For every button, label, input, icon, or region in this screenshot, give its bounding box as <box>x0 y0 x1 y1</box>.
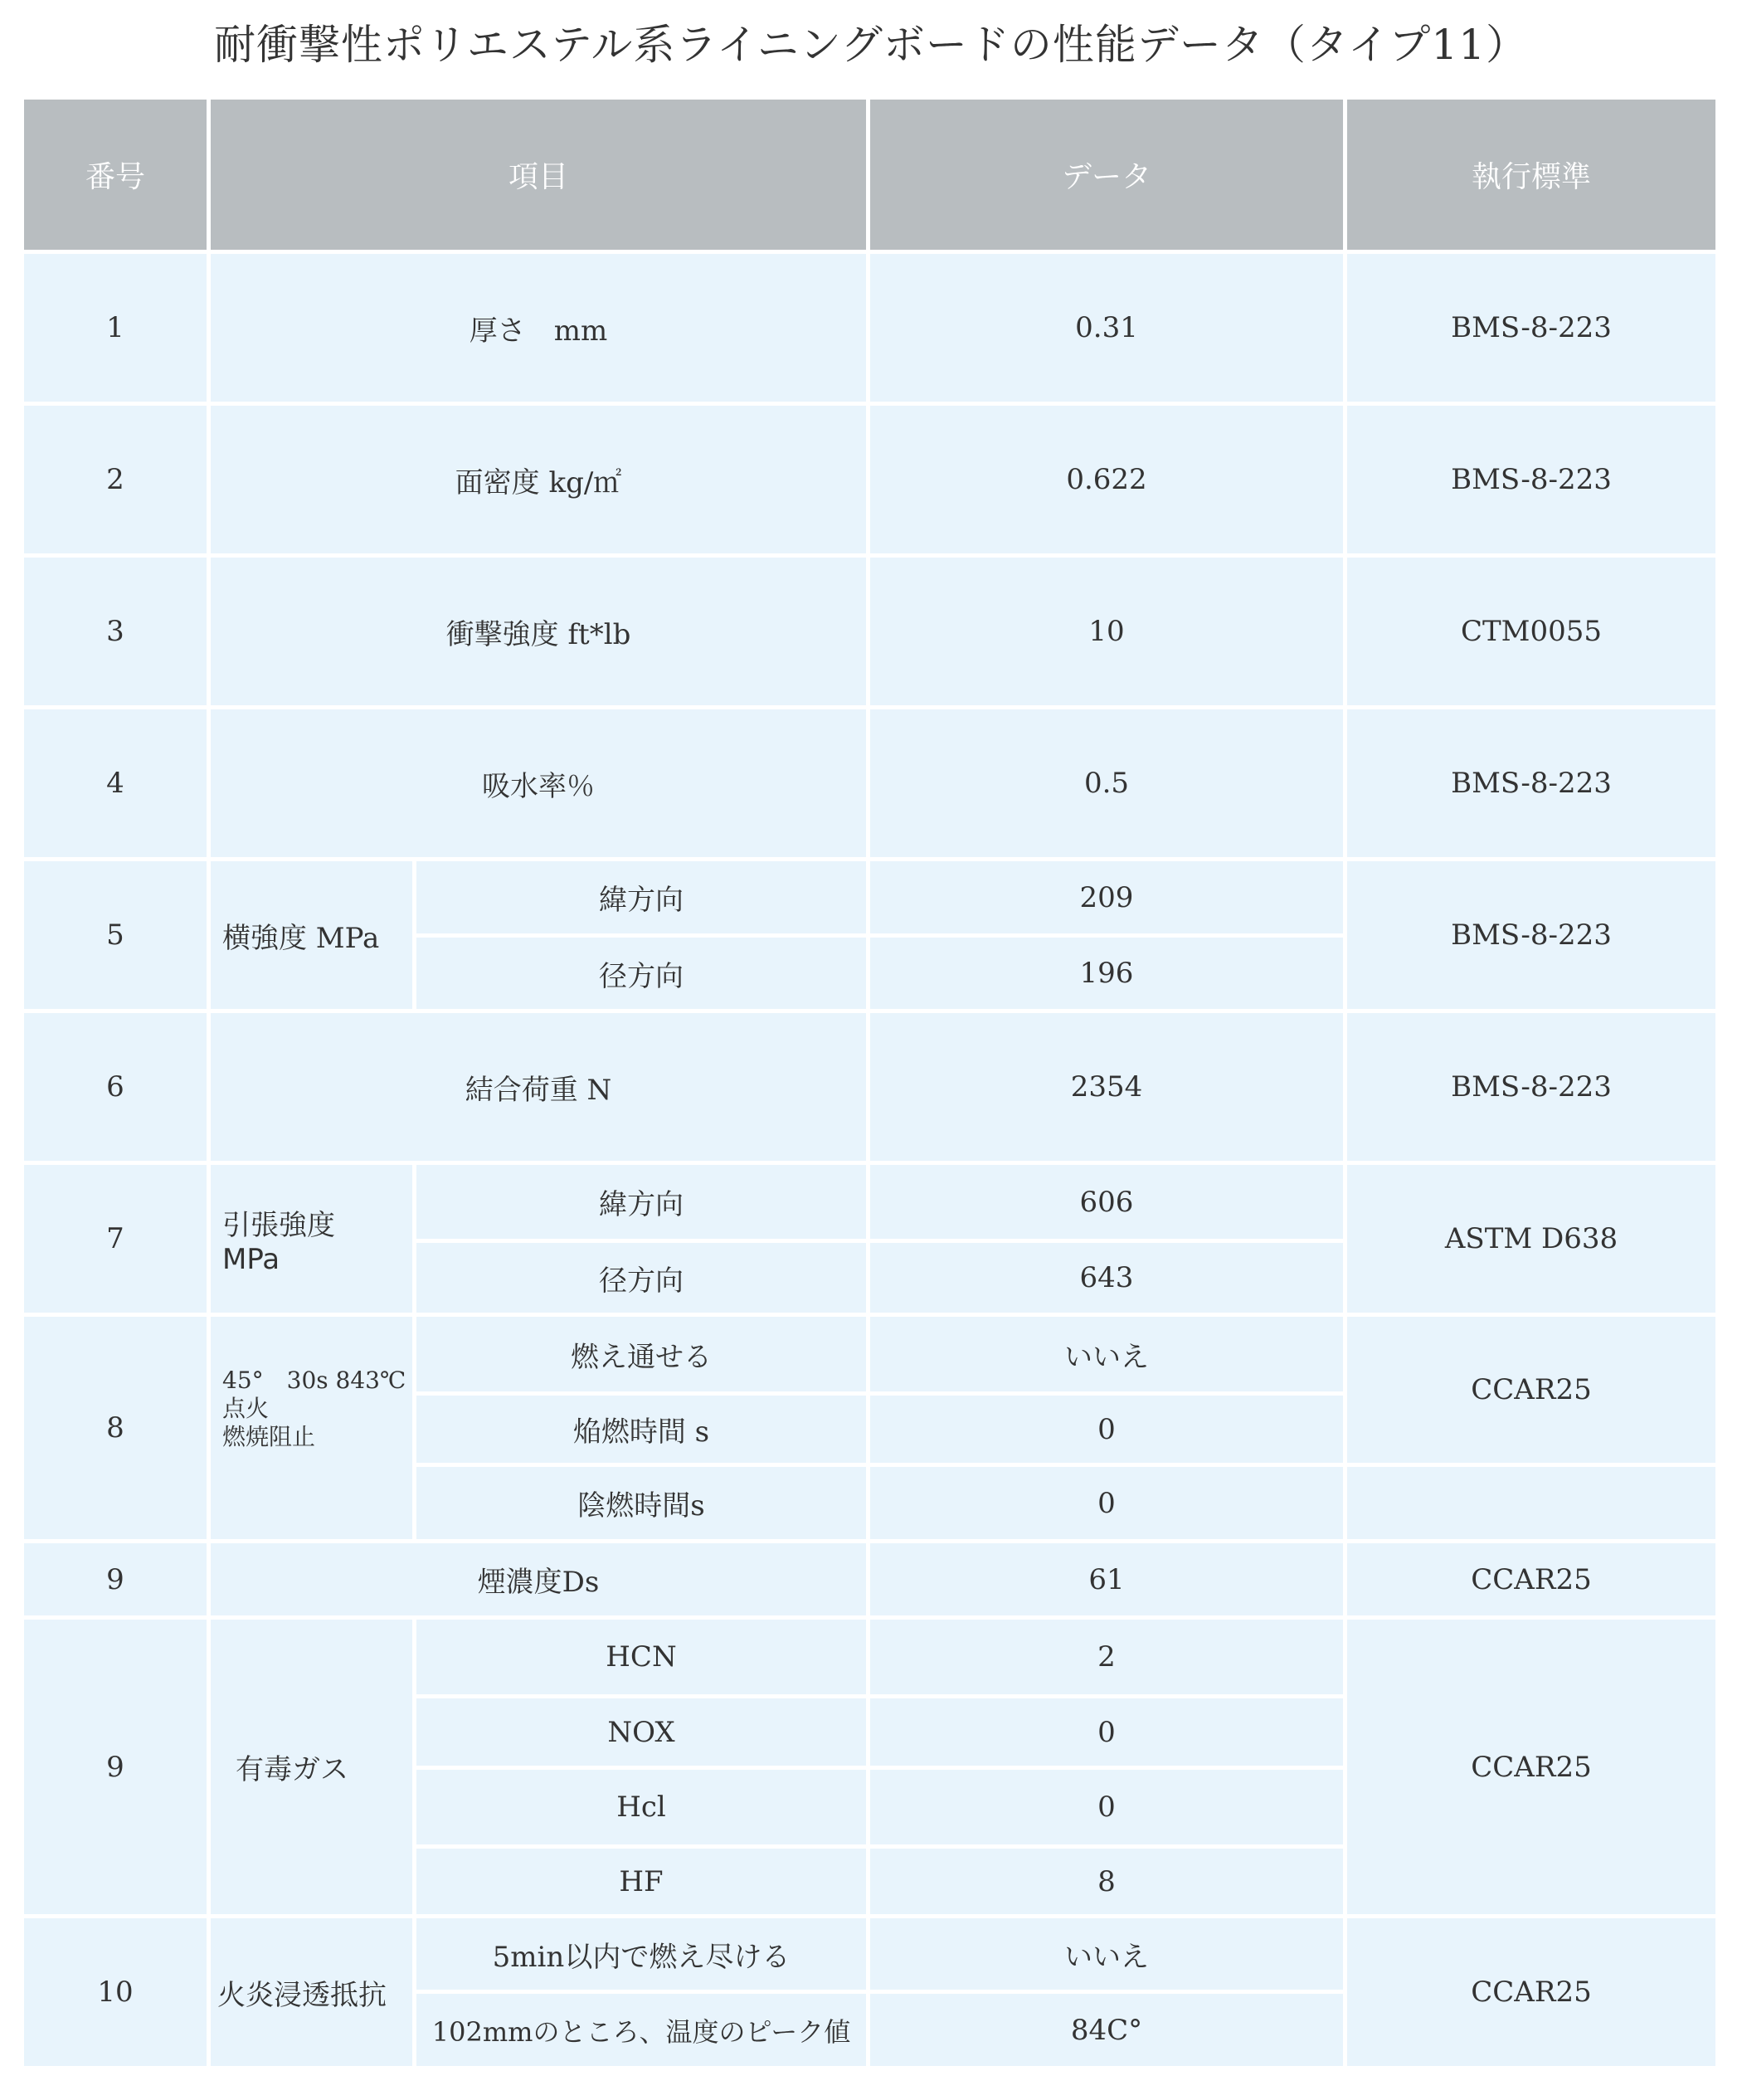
sub-item-data: いいえ <box>870 1317 1343 1391</box>
header-data: データ <box>870 100 1343 250</box>
row-item: 横強度 MPa <box>211 861 412 1009</box>
row-number: 10 <box>24 1918 207 2066</box>
sub-item-data: いいえ <box>870 1918 1343 1990</box>
row-number: 8 <box>24 1317 207 1539</box>
table-row <box>24 1620 1715 1694</box>
sub-item-label: 燃え通せる <box>416 1317 866 1391</box>
row-item: 厚さ mm <box>211 254 866 402</box>
table-row <box>24 1013 1715 1161</box>
row-item: 結合荷重 N <box>211 1013 866 1161</box>
sub-item-data: 196 <box>870 938 1343 1009</box>
table-row <box>24 406 1715 553</box>
row-item <box>211 1165 412 1313</box>
row-item: 有毒ガス <box>211 1620 412 1914</box>
table-row <box>24 709 1715 857</box>
sub-item-label: 5min以内で燃え尽ける <box>416 1918 866 1990</box>
sub-item-data: 606 <box>870 1165 1343 1239</box>
row-data: 2354 <box>870 1013 1343 1161</box>
sub-item-data: 0 <box>870 1698 1343 1766</box>
row-item-label-line2: 燃焼阻止 <box>222 1423 316 1450</box>
table-row <box>24 1918 1715 1990</box>
row-standard: CCAR25 <box>1347 1317 1715 1463</box>
row-standard: BMS-8-223 <box>1347 709 1715 857</box>
sub-item-label: 緯方向 <box>416 861 866 933</box>
sub-item-label: 緯方向 <box>416 1165 866 1239</box>
row-data: 0.5 <box>870 709 1343 857</box>
row-data: 0.31 <box>870 254 1343 402</box>
row-number: 1 <box>24 254 207 402</box>
sub-item-label: NOX <box>416 1698 866 1766</box>
table-row <box>24 1543 1715 1615</box>
row-item-label: 引張強度 <box>222 1208 335 1242</box>
sub-item-label: HCN <box>416 1620 866 1694</box>
table-header-row <box>24 100 1715 250</box>
sub-item-label: HF <box>416 1849 866 1914</box>
sub-item-data: 8 <box>870 1849 1343 1914</box>
row-number: 5 <box>24 861 207 1009</box>
table-row <box>24 861 1715 933</box>
row-number: 6 <box>24 1013 207 1161</box>
row-number: 2 <box>24 406 207 553</box>
row-item-label: 45° 30s 843℃点火 <box>222 1367 406 1422</box>
sub-item-data: 2 <box>870 1620 1343 1694</box>
row-item: 衝撃強度 ft*lb <box>211 558 866 705</box>
sub-item-label: 焔燃時間 s <box>416 1396 866 1463</box>
row-standard: BMS-8-223 <box>1347 861 1715 1009</box>
sub-item-label: 陰燃時間s <box>416 1467 866 1539</box>
row-standard: CTM0055 <box>1347 558 1715 705</box>
row-data: 0.622 <box>870 406 1343 553</box>
row-number: 7 <box>24 1165 207 1313</box>
header-standard: 執行標準 <box>1347 100 1715 250</box>
row-number: 3 <box>24 558 207 705</box>
table-row <box>24 558 1715 705</box>
table-row <box>24 1165 1715 1239</box>
sub-item-label: 径方向 <box>416 1243 866 1313</box>
sub-item-data: 84C° <box>870 1994 1343 2066</box>
sub-item-data: 0 <box>870 1770 1343 1844</box>
table-row <box>24 254 1715 402</box>
row-data: 10 <box>870 558 1343 705</box>
table-row <box>24 1317 1715 1391</box>
row-standard: CCAR25 <box>1347 1918 1715 2066</box>
sub-item-data: 0 <box>870 1396 1343 1463</box>
row-number: 9 <box>24 1543 207 1615</box>
row-item: 煙濃度Ds <box>211 1543 866 1615</box>
sub-item-data: 209 <box>870 861 1343 933</box>
row-standard: ASTM D638 <box>1347 1165 1715 1313</box>
row-data: 61 <box>870 1543 1343 1615</box>
row-standard: BMS-8-223 <box>1347 254 1715 402</box>
sub-item-data: 0 <box>870 1467 1343 1539</box>
row-number: 4 <box>24 709 207 857</box>
row-item <box>211 1317 412 1539</box>
row-standard: CCAR25 <box>1347 1543 1715 1615</box>
row-item: 火炎浸透抵抗 <box>211 1918 412 2066</box>
sub-item-data: 643 <box>870 1243 1343 1313</box>
sub-item-label: Hcl <box>416 1770 866 1844</box>
header-item: 項目 <box>211 100 866 250</box>
page-title: 耐衝撃性ポリエステル系ライニングボードの性能データ（タイプ11） <box>213 21 1529 69</box>
row-standard: BMS-8-223 <box>1347 1013 1715 1161</box>
row-item: 面密度 kg/㎡ <box>211 406 866 553</box>
sub-item-label: 径方向 <box>416 938 866 1009</box>
header-number: 番号 <box>24 100 207 250</box>
empty-standard-cell <box>1347 1467 1715 1539</box>
row-item: 吸水率％ <box>211 709 866 857</box>
row-standard: CCAR25 <box>1347 1620 1715 1914</box>
row-number: 9 <box>24 1620 207 1914</box>
row-item-unit: MPa <box>222 1242 280 1276</box>
sub-item-label: 102mmのところ、温度のピーク値 <box>416 1994 866 2066</box>
row-standard: BMS-8-223 <box>1347 406 1715 553</box>
performance-table <box>20 95 1720 2070</box>
